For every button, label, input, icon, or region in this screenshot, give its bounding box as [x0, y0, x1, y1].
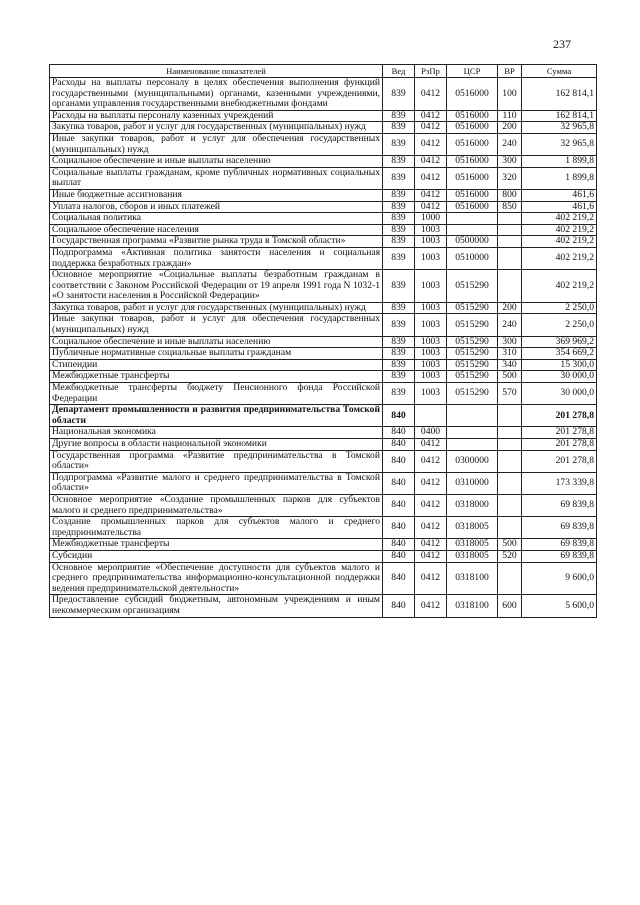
cell-ved: 839 [383, 371, 415, 383]
cell-vr: 320 [498, 167, 522, 189]
cell-name: Межбюджетные трансферты бюджету Пенсионного фонда Российской Федерации [50, 383, 383, 405]
table-row [50, 427, 597, 439]
cell-rzpr: 1003 [415, 224, 447, 236]
table-row [50, 359, 597, 371]
cell-name: Департамент промышленности и развития предпринимательства Томской области [50, 405, 383, 427]
cell-sum: 32 965,8 [522, 122, 597, 134]
cell-name: Предоставление субсидий бюджетным, автономным учреждениям и иным некоммерческим организациям [50, 595, 383, 617]
cell-name: Социальное обеспечение населения [50, 224, 383, 236]
cell-ved: 840 [383, 539, 415, 551]
cell-sum: 402 219,2 [522, 236, 597, 248]
cell-sum: 402 219,2 [522, 213, 597, 225]
cell-rzpr [415, 405, 447, 427]
cell-csr [447, 405, 498, 427]
table-row [50, 450, 597, 472]
cell-csr: 0515290 [447, 336, 498, 348]
cell-csr: 0515290 [447, 359, 498, 371]
cell-ved: 839 [383, 78, 415, 111]
table-row [50, 550, 597, 562]
cell-sum: 69 839,8 [522, 550, 597, 562]
cell-name: Основное мероприятие «Обеспечение доступности для субъектов малого и среднего предпринимательства информационно-консультационной поддержки ведения предпринимательской деятельности» [50, 562, 383, 595]
cell-ved: 840 [383, 595, 415, 617]
cell-name: Расходы на выплаты персоналу казенных учреждений [50, 110, 383, 122]
cell-rzpr: 0412 [415, 494, 447, 516]
cell-ved: 840 [383, 439, 415, 451]
cell-rzpr: 0412 [415, 517, 447, 539]
cell-name: Государственная программа «Развитие рынка труда в Томской области» [50, 236, 383, 248]
cell-csr: 0515290 [447, 348, 498, 360]
cell-sum: 402 219,2 [522, 247, 597, 269]
cell-vr [498, 427, 522, 439]
cell-ved: 839 [383, 167, 415, 189]
cell-name: Публичные нормативные социальные выплаты гражданам [50, 348, 383, 360]
cell-csr: 0516000 [447, 122, 498, 134]
cell-csr: 0300000 [447, 450, 498, 472]
cell-rzpr: 1003 [415, 314, 447, 336]
cell-csr: 0516000 [447, 167, 498, 189]
cell-vr [498, 405, 522, 427]
cell-rzpr: 1003 [415, 348, 447, 360]
cell-name: Социальная политика [50, 213, 383, 225]
table-header-row [50, 65, 597, 78]
header-vr: ВР [498, 65, 522, 78]
cell-ved: 839 [383, 336, 415, 348]
cell-csr: 0515290 [447, 270, 498, 303]
cell-vr [498, 236, 522, 248]
cell-name: Расходы на выплаты персоналу в целях обеспечения выполнения функций государственными (муниципальными) органами, казенными учреждениями, органами управления государственными внебюджетными фондами [50, 78, 383, 111]
cell-vr [498, 517, 522, 539]
cell-vr: 200 [498, 302, 522, 314]
cell-ved: 840 [383, 405, 415, 427]
cell-vr: 520 [498, 550, 522, 562]
header-csr: ЦСР [447, 65, 498, 78]
cell-name: Иные закупки товаров, работ и услуг для обеспечения государственных (муниципальных) нужд [50, 314, 383, 336]
cell-name: Основное мероприятие «Создание промышленных парков для субъектов малого и среднего предпринимательства» [50, 494, 383, 516]
header-name: Наименование показателей [50, 65, 383, 78]
cell-csr: 0515290 [447, 302, 498, 314]
cell-csr: 0516000 [447, 189, 498, 201]
cell-name: Межбюджетные трансферты [50, 539, 383, 551]
table-row [50, 224, 597, 236]
cell-ved: 839 [383, 383, 415, 405]
cell-name: Социальное обеспечение и иные выплаты населению [50, 156, 383, 168]
cell-rzpr: 0412 [415, 201, 447, 213]
cell-ved: 839 [383, 359, 415, 371]
cell-rzpr: 0412 [415, 450, 447, 472]
cell-ved: 840 [383, 517, 415, 539]
cell-ved: 839 [383, 213, 415, 225]
table-row [50, 348, 597, 360]
cell-vr: 110 [498, 110, 522, 122]
cell-rzpr: 0412 [415, 562, 447, 595]
cell-rzpr: 0412 [415, 439, 447, 451]
cell-csr: 0515290 [447, 383, 498, 405]
cell-ved: 840 [383, 427, 415, 439]
cell-vr: 240 [498, 314, 522, 336]
cell-name: Подпрограмма «Развитие малого и среднего предпринимательства в Томской области» [50, 472, 383, 494]
cell-name: Стипендии [50, 359, 383, 371]
cell-vr: 300 [498, 336, 522, 348]
table-row [50, 167, 597, 189]
cell-csr: 0318100 [447, 562, 498, 595]
cell-ved: 839 [383, 224, 415, 236]
cell-vr [498, 450, 522, 472]
cell-sum: 2 250,0 [522, 314, 597, 336]
cell-sum: 30 000,0 [522, 371, 597, 383]
cell-csr: 0318005 [447, 517, 498, 539]
cell-sum: 461,6 [522, 201, 597, 213]
cell-csr: 0515290 [447, 371, 498, 383]
cell-rzpr: 1003 [415, 359, 447, 371]
cell-name: Закупка товаров, работ и услуг для государственных (муниципальных) нужд [50, 302, 383, 314]
cell-sum: 461,6 [522, 189, 597, 201]
cell-csr [447, 439, 498, 451]
cell-sum: 402 219,2 [522, 270, 597, 303]
table-row [50, 314, 597, 336]
table-row [50, 336, 597, 348]
table-row [50, 122, 597, 134]
cell-rzpr: 1003 [415, 236, 447, 248]
cell-vr: 100 [498, 78, 522, 111]
cell-vr [498, 224, 522, 236]
cell-rzpr: 1000 [415, 213, 447, 225]
cell-vr: 500 [498, 539, 522, 551]
table-row [50, 302, 597, 314]
cell-ved: 840 [383, 494, 415, 516]
cell-ved: 839 [383, 122, 415, 134]
cell-sum: 69 839,8 [522, 517, 597, 539]
cell-csr: 0516000 [447, 133, 498, 155]
cell-rzpr: 0412 [415, 110, 447, 122]
cell-vr [498, 494, 522, 516]
table-row [50, 236, 597, 248]
header-ved: Вед [383, 65, 415, 78]
cell-name: Национальная экономика [50, 427, 383, 439]
cell-sum: 30 000,0 [522, 383, 597, 405]
cell-vr: 850 [498, 201, 522, 213]
cell-sum: 162 814,1 [522, 110, 597, 122]
cell-name: Иные бюджетные ассигнования [50, 189, 383, 201]
cell-sum: 2 250,0 [522, 302, 597, 314]
cell-ved: 839 [383, 189, 415, 201]
cell-sum: 201 278,8 [522, 405, 597, 427]
cell-sum: 162 814,1 [522, 78, 597, 111]
cell-rzpr: 0412 [415, 122, 447, 134]
cell-sum: 402 219,2 [522, 224, 597, 236]
table-row [50, 270, 597, 303]
table-row [50, 539, 597, 551]
table-row [50, 78, 597, 111]
table-row [50, 494, 597, 516]
cell-csr: 0516000 [447, 156, 498, 168]
cell-ved: 839 [383, 302, 415, 314]
cell-sum: 201 278,8 [522, 427, 597, 439]
cell-sum: 5 600,0 [522, 595, 597, 617]
cell-ved: 839 [383, 133, 415, 155]
cell-ved: 839 [383, 110, 415, 122]
cell-name: Другие вопросы в области национальной экономики [50, 439, 383, 451]
cell-rzpr: 0412 [415, 156, 447, 168]
cell-name: Межбюджетные трансферты [50, 371, 383, 383]
cell-rzpr: 0412 [415, 472, 447, 494]
header-rzpr: РзПр [415, 65, 447, 78]
table-row [50, 201, 597, 213]
cell-rzpr: 1003 [415, 270, 447, 303]
table-row [50, 133, 597, 155]
table-row [50, 371, 597, 383]
cell-vr: 340 [498, 359, 522, 371]
cell-sum: 369 969,2 [522, 336, 597, 348]
cell-csr: 0310000 [447, 472, 498, 494]
cell-vr [498, 247, 522, 269]
cell-rzpr: 1003 [415, 302, 447, 314]
header-sum: Сумма [522, 65, 597, 78]
table-row [50, 472, 597, 494]
cell-name: Социальные выплаты гражданам, кроме публичных нормативных социальных выплат [50, 167, 383, 189]
table-row [50, 405, 597, 427]
page-number: 237 [553, 37, 571, 51]
cell-ved: 840 [383, 550, 415, 562]
cell-csr: 0510000 [447, 247, 498, 269]
table-row [50, 189, 597, 201]
cell-sum: 32 965,8 [522, 133, 597, 155]
cell-ved: 840 [383, 450, 415, 472]
cell-vr: 240 [498, 133, 522, 155]
cell-sum: 69 839,8 [522, 539, 597, 551]
cell-vr: 600 [498, 595, 522, 617]
cell-sum: 69 839,8 [522, 494, 597, 516]
cell-vr: 800 [498, 189, 522, 201]
cell-sum: 201 278,8 [522, 439, 597, 451]
cell-vr: 570 [498, 383, 522, 405]
cell-name: Закупка товаров, работ и услуг для государственных (муниципальных) нужд [50, 122, 383, 134]
cell-ved: 840 [383, 562, 415, 595]
cell-name: Социальное обеспечение и иные выплаты населению [50, 336, 383, 348]
cell-ved: 839 [383, 348, 415, 360]
cell-ved: 839 [383, 270, 415, 303]
cell-csr: 0516000 [447, 110, 498, 122]
cell-csr: 0318100 [447, 595, 498, 617]
cell-vr: 500 [498, 371, 522, 383]
cell-rzpr: 0412 [415, 167, 447, 189]
cell-csr: 0515290 [447, 314, 498, 336]
cell-sum: 1 899,8 [522, 167, 597, 189]
cell-csr: 0318000 [447, 494, 498, 516]
cell-rzpr: 1003 [415, 336, 447, 348]
cell-vr [498, 472, 522, 494]
cell-name: Основное мероприятие «Социальные выплаты безработным гражданам в соответствии с Законом Российской Федерации от 19 апреля 1991 года N 1032-1 «О занятости населения в Российской Федерации» [50, 270, 383, 303]
cell-csr [447, 224, 498, 236]
table-row [50, 213, 597, 225]
cell-csr: 0516000 [447, 201, 498, 213]
cell-rzpr: 0412 [415, 189, 447, 201]
cell-vr [498, 439, 522, 451]
cell-rzpr: 0412 [415, 595, 447, 617]
cell-name: Государственная программа «Развитие предпринимательства в Томской области» [50, 450, 383, 472]
cell-name: Уплата налогов, сборов и иных платежей [50, 201, 383, 213]
cell-csr: 0516000 [447, 78, 498, 111]
cell-rzpr: 1003 [415, 371, 447, 383]
table-row [50, 383, 597, 405]
table-row [50, 595, 597, 617]
cell-ved: 839 [383, 201, 415, 213]
cell-name: Подпрограмма «Активная политика занятости населения и социальная поддержка безработных граждан» [50, 247, 383, 269]
cell-rzpr: 1003 [415, 247, 447, 269]
cell-ved: 839 [383, 314, 415, 336]
budget-table [49, 64, 597, 618]
table-row [50, 110, 597, 122]
cell-vr [498, 562, 522, 595]
cell-rzpr: 0412 [415, 133, 447, 155]
cell-vr: 200 [498, 122, 522, 134]
table-row [50, 439, 597, 451]
cell-csr: 0318005 [447, 550, 498, 562]
cell-vr: 310 [498, 348, 522, 360]
cell-csr [447, 213, 498, 225]
table-row [50, 517, 597, 539]
table-row [50, 156, 597, 168]
table-row [50, 562, 597, 595]
cell-sum: 15 300,0 [522, 359, 597, 371]
cell-vr [498, 270, 522, 303]
cell-rzpr: 0400 [415, 427, 447, 439]
cell-rzpr: 0412 [415, 539, 447, 551]
cell-vr [498, 213, 522, 225]
cell-sum: 9 600,0 [522, 562, 597, 595]
cell-sum: 173 339,8 [522, 472, 597, 494]
cell-rzpr: 0412 [415, 78, 447, 111]
cell-csr: 0318005 [447, 539, 498, 551]
cell-name: Создание промышленных парков для субъектов малого и среднего предпринимательства [50, 517, 383, 539]
cell-sum: 201 278,8 [522, 450, 597, 472]
cell-csr [447, 427, 498, 439]
cell-sum: 1 899,8 [522, 156, 597, 168]
cell-ved: 839 [383, 236, 415, 248]
cell-name: Субсидии [50, 550, 383, 562]
cell-ved: 839 [383, 156, 415, 168]
cell-rzpr: 0412 [415, 550, 447, 562]
cell-sum: 354 669,2 [522, 348, 597, 360]
cell-ved: 840 [383, 472, 415, 494]
cell-name: Иные закупки товаров, работ и услуг для обеспечения государственных (муниципальных) нужд [50, 133, 383, 155]
cell-vr: 300 [498, 156, 522, 168]
cell-csr: 0500000 [447, 236, 498, 248]
cell-rzpr: 1003 [415, 383, 447, 405]
table-row [50, 247, 597, 269]
cell-ved: 839 [383, 247, 415, 269]
